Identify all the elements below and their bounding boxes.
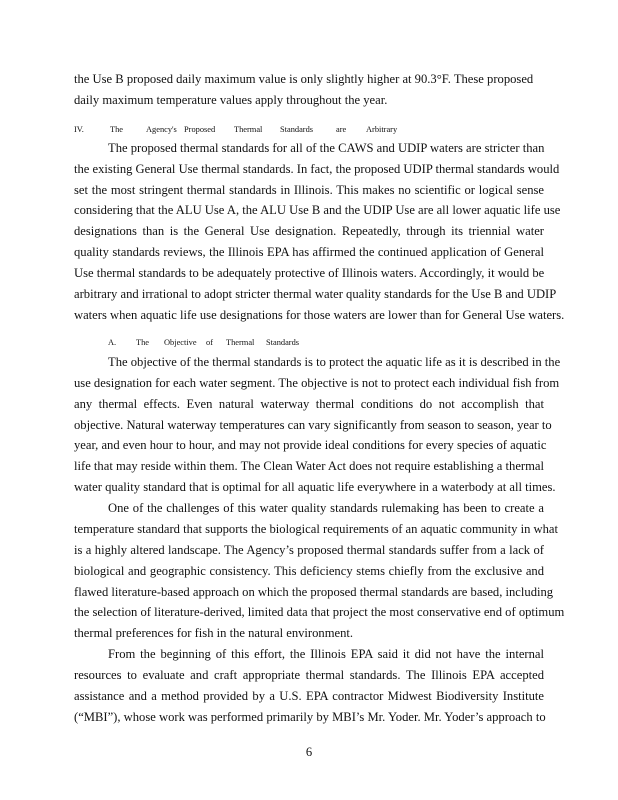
heading-word: Proposed [184, 125, 216, 134]
heading-word: Agency's [146, 125, 177, 134]
paragraph-line: the selection of literature-derived, limited data that project the most conservative end of optimum [74, 605, 565, 619]
page-number: 6 [305, 745, 313, 759]
paragraph-line: quality standards reviews, the Illinois EPA has affirmed the continued application of General [74, 245, 544, 259]
subheading-word: Thermal [226, 338, 255, 347]
paragraph-line: designations than is the General Use designation. Repeatedly, through its triennial water [74, 224, 544, 238]
paragraph-line: resources to evaluate and craft appropriate thermal standards. The Illinois EPA accepted [74, 668, 544, 682]
paragraph-line: use designation for each water segment. The objective is not to protect each individual fish from [74, 376, 560, 390]
paragraph-line: thermal preferences for fish in the natural environment. [74, 626, 354, 640]
paragraph-line: waters when aquatic life use designations for those waters are lower than for General Use waters. [74, 308, 565, 322]
paragraph-line: any thermal effects. Even natural waterway thermal conditions do not accomplish that [74, 397, 544, 411]
paragraph-line: The objective of the thermal standards is to protect the aquatic life as it is described in the [108, 355, 561, 369]
paragraph-line: considering that the ALU Use A, the ALU Use B and the UDIP Use are all lower aquatic life use [74, 203, 561, 217]
paragraph-line: life that may reside within them. The Clean Water Act does not require establishing a thermal [74, 459, 544, 473]
paragraph-line: set the most stringent thermal standards in Illinois. This makes no scientific or logical sense [74, 183, 544, 197]
paragraph-line: assistance and a method provided by a U.S. EPA contractor Midwest Biodiversity Institute [74, 689, 544, 703]
paragraph-line: daily maximum temperature values apply throughout the year. [74, 93, 388, 107]
paragraph-line: the Use B proposed daily maximum value is only slightly higher at 90.3°F. These proposed [74, 72, 534, 86]
paragraph-line: is a highly altered landscape. The Agency’s proposed thermal standards suffer from a lack of [74, 543, 544, 557]
paragraph-line: The proposed thermal standards for all of the CAWS and UDIP waters are stricter than [108, 141, 545, 155]
heading-word: are [336, 125, 347, 134]
paragraph-line: year, and even hour to hour, and may not provide ideal conditions for every species of aquatic [74, 438, 547, 452]
heading-word: Standards [280, 125, 314, 134]
paragraph-line: flawed literature-based approach on which the proposed thermal standards are based, including [74, 585, 554, 599]
heading-word: Arbitrary [366, 125, 398, 134]
subheading-word: Standards [266, 338, 300, 347]
paragraph-line: water quality standard that is optimal for all aquatic life everywhere in a waterbody at all times. [74, 480, 556, 494]
heading-word: Thermal [234, 125, 263, 134]
paragraph-line: One of the challenges of this water quality standards rulemaking has been to create a [108, 501, 544, 515]
paragraph-line: temperature standard that supports the biological requirements of an aquatic community in what [74, 522, 559, 536]
paragraph-line: the existing General Use thermal standards. In fact, the proposed UDIP thermal standards would [74, 162, 560, 176]
paragraph-line: biological and geographic consistency. This deficiency stems chiefly from the exclusive and [74, 564, 544, 578]
paragraph-line: Use thermal standards to be adequately protective of Illinois waters. Accordingly, it would be [74, 266, 545, 280]
heading-word: The [110, 125, 124, 134]
paragraph-line: arbitrary and irrational to adopt stricter thermal water quality standards for the Use B and UDIP [74, 287, 557, 301]
subheading-word: The [136, 338, 150, 347]
paragraph-line: objective. Natural waterway temperatures can vary significantly from season to season, year to [74, 418, 552, 432]
subheading-word: of [206, 338, 213, 347]
paragraph-line: (“MBI”), whose work was performed primarily by MBI’s Mr. Yoder. Mr. Yoder’s approach to [74, 710, 546, 724]
subsection-letter: A. [108, 338, 117, 347]
subheading-word: Objective [164, 338, 197, 347]
paragraph-line: From the beginning of this effort, the Illinois EPA said it did not have the internal [108, 647, 544, 661]
section-heading [74, 124, 544, 136]
section-number: IV. [74, 125, 84, 134]
